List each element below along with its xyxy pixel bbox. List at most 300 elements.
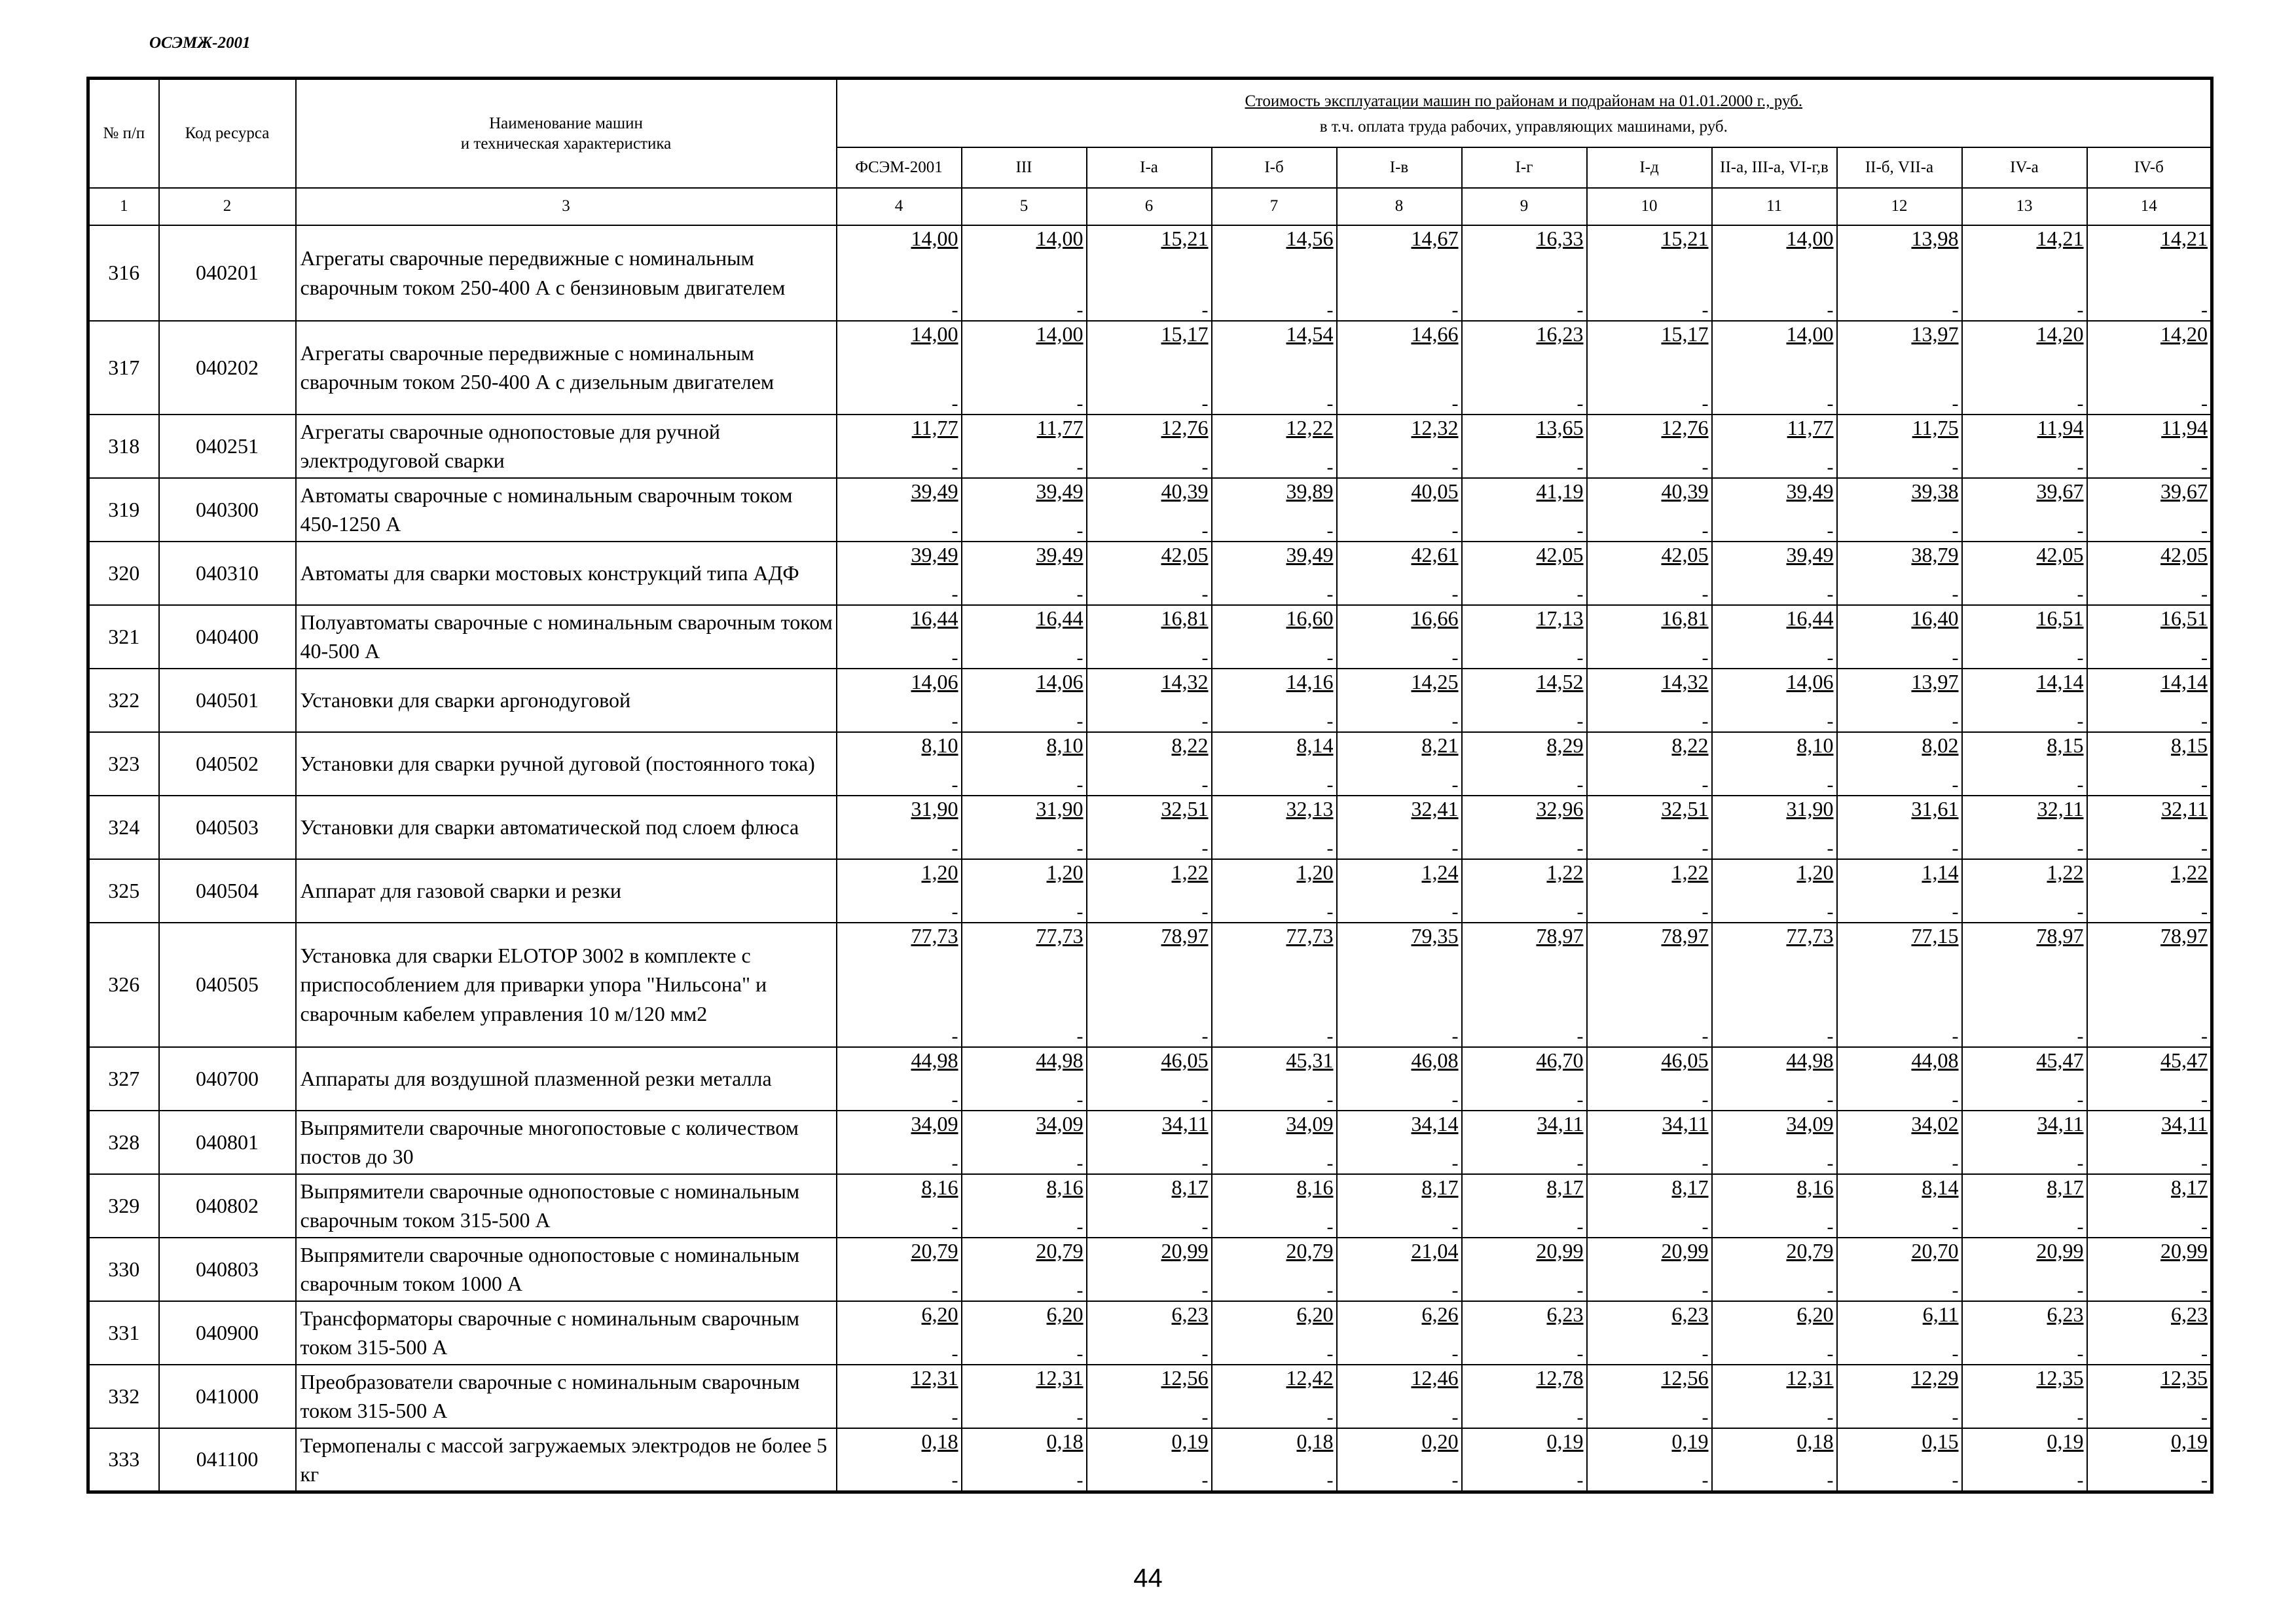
- labor-cost-value: -: [1702, 646, 1709, 669]
- labor-cost-value: -: [1952, 1342, 1959, 1365]
- machine-name: Термопеналы с массой загружаемых электродов не более 5 кг: [296, 1428, 837, 1492]
- labor-cost-value: -: [1576, 1342, 1584, 1365]
- cost-value: 12,32: [1411, 415, 1459, 439]
- cost-value: 42,05: [2160, 542, 2208, 566]
- labor-cost-value: -: [1827, 1469, 1834, 1491]
- cost-cell: [837, 605, 962, 669]
- labor-cost-value: -: [1702, 299, 1709, 321]
- labor-cost-value: -: [2077, 1152, 2084, 1174]
- header-region: III: [962, 147, 1087, 188]
- labor-cost-value: -: [2077, 646, 2084, 669]
- labor-cost-value: -: [2077, 773, 2084, 796]
- machine-name: Установки для сварки аргонодуговой: [296, 669, 837, 732]
- cost-cell: [962, 1047, 1087, 1111]
- labor-cost-value: -: [951, 1279, 958, 1301]
- cost-cell: [1462, 1174, 1587, 1238]
- cost-cell: [837, 859, 962, 923]
- cost-value: 20,70: [1911, 1238, 1959, 1263]
- cost-value: 8,14: [1296, 733, 1334, 757]
- cost-cell: [1712, 1238, 1837, 1301]
- cost-cell: [1212, 669, 1337, 732]
- cost-cell: [1087, 669, 1212, 732]
- labor-cost-value: -: [2201, 773, 2208, 796]
- cost-value: 16,44: [1036, 606, 1084, 630]
- row-number: 326: [88, 923, 159, 1047]
- labor-cost-value: -: [1952, 456, 1959, 478]
- cost-value: 32,41: [1411, 796, 1459, 821]
- cost-cell: [1962, 478, 2087, 542]
- labor-cost-value: -: [2077, 837, 2084, 859]
- column-number: 8: [1337, 188, 1462, 225]
- cost-cell: [1962, 1238, 2087, 1301]
- labor-cost-value: -: [1827, 1406, 1834, 1428]
- cost-cell: [837, 796, 962, 859]
- cost-value: 1,14: [1922, 860, 1959, 884]
- labor-cost-value: -: [1702, 1215, 1709, 1238]
- cost-cell: [1462, 732, 1587, 796]
- cost-cell: [1712, 669, 1837, 732]
- cost-cell: [962, 225, 1087, 321]
- labor-cost-value: -: [1201, 456, 1209, 478]
- cost-cell: [1337, 796, 1462, 859]
- cost-value: 6,23: [1171, 1302, 1209, 1326]
- cost-value: 39,38: [1911, 479, 1959, 503]
- cost-value: 13,97: [1911, 322, 1959, 346]
- resource-code: 040505: [159, 923, 296, 1047]
- cost-cell: [1087, 1174, 1212, 1238]
- table-row: [88, 796, 2212, 859]
- labor-cost-value: -: [2201, 583, 2208, 605]
- cost-value: 77,73: [911, 923, 958, 948]
- cost-cell: [1962, 1047, 2087, 1111]
- cost-cell: [1712, 321, 1837, 415]
- machine-name: Преобразователи сварочные с номинальным сварочным током 315-500 А: [296, 1365, 837, 1428]
- machine-name: Полуавтоматы сварочные с номинальным сварочным током 40-500 А: [296, 605, 837, 669]
- table-row: [88, 923, 2212, 1047]
- labor-cost-value: -: [1326, 583, 1334, 605]
- cost-cell: [1212, 321, 1337, 415]
- labor-cost-value: -: [1201, 646, 1209, 669]
- resource-code: 040502: [159, 732, 296, 796]
- cost-cell: [2087, 669, 2212, 732]
- labor-cost-value: -: [1201, 1342, 1209, 1365]
- cost-cell: [1587, 415, 1712, 478]
- cost-value: 11,77: [1787, 415, 1834, 439]
- cost-value: 1,22: [1546, 860, 1584, 884]
- cost-value: 12,31: [1786, 1365, 1834, 1390]
- column-number: 5: [962, 188, 1087, 225]
- labor-cost-value: -: [1076, 837, 1084, 859]
- cost-value: 34,11: [2037, 1111, 2084, 1135]
- cost-cell: [1212, 225, 1337, 321]
- cost-value: 14,20: [2036, 322, 2084, 346]
- labor-cost-value: -: [951, 1215, 958, 1238]
- labor-cost-value: -: [1576, 583, 1584, 605]
- resource-code: 040801: [159, 1111, 296, 1174]
- labor-cost-value: -: [1702, 1406, 1709, 1428]
- machine-name: Установка для сварки ELOTOP 3002 в комплекте с приспособлением для приварки упора "Нильсона" и сварочным кабелем управления 10 м/120 мм2: [296, 923, 837, 1047]
- cost-value: 8,15: [2171, 733, 2208, 757]
- cost-cell: [1587, 1047, 1712, 1111]
- labor-cost-value: -: [1326, 1215, 1334, 1238]
- cost-cell: [1837, 732, 1962, 796]
- cost-value: 32,13: [1286, 796, 1334, 821]
- resource-code: 040202: [159, 321, 296, 415]
- resource-code: 040501: [159, 669, 296, 732]
- labor-cost-value: -: [1201, 773, 1209, 796]
- labor-cost-value: -: [1702, 710, 1709, 732]
- labor-cost-value: -: [1952, 1152, 1959, 1174]
- cost-value: 77,73: [1786, 923, 1834, 948]
- labor-cost-value: -: [951, 392, 958, 415]
- labor-cost-value: -: [1827, 519, 1834, 542]
- table-row: [88, 1365, 2212, 1428]
- labor-cost-value: -: [1076, 773, 1084, 796]
- cost-value: 39,49: [1036, 479, 1084, 503]
- cost-value: 11,94: [2161, 415, 2208, 439]
- cost-value: 16,66: [1411, 606, 1459, 630]
- cost-value: 8,10: [1046, 733, 1084, 757]
- cost-value: 44,98: [1786, 1048, 1834, 1072]
- cost-cell: [837, 1047, 962, 1111]
- cost-cell: [1087, 605, 1212, 669]
- cost-cell: [837, 1174, 962, 1238]
- cost-value: 14,00: [1036, 226, 1084, 250]
- column-number: 6: [1087, 188, 1212, 225]
- cost-cell: [1962, 542, 2087, 605]
- cost-value: 32,51: [1661, 796, 1709, 821]
- labor-cost-value: -: [1326, 392, 1334, 415]
- machine-name: Автоматы для сварки мостовых конструкций типа АДФ: [296, 542, 837, 605]
- cost-cell: [1837, 1301, 1962, 1365]
- row-number: 316: [88, 225, 159, 321]
- cost-value: 42,05: [1661, 542, 1709, 566]
- machine-name: Выпрямители сварочные однопостовые с номинальным сварочным током 315-500 А: [296, 1174, 837, 1238]
- cost-cell: [1462, 1365, 1587, 1428]
- labor-cost-value: -: [1827, 1342, 1834, 1365]
- column-number: 2: [159, 188, 296, 225]
- column-number: 11: [1712, 188, 1837, 225]
- header-cost: [837, 79, 2212, 147]
- cost-value: 12,56: [1661, 1365, 1709, 1390]
- labor-cost-value: -: [1451, 900, 1459, 923]
- header-region: IV-б: [2087, 147, 2212, 188]
- cost-cell: [1837, 478, 1962, 542]
- labor-cost-value: -: [2201, 646, 2208, 669]
- cost-cell: [1962, 669, 2087, 732]
- labor-cost-value: -: [2201, 299, 2208, 321]
- cost-value: 14,06: [1036, 669, 1084, 693]
- resource-code: 041100: [159, 1428, 296, 1492]
- labor-cost-value: -: [1451, 583, 1459, 605]
- column-number: 4: [837, 188, 962, 225]
- labor-cost-value: -: [1076, 583, 1084, 605]
- cost-cell: [1712, 732, 1837, 796]
- cost-value: 39,49: [1786, 542, 1834, 566]
- cost-cell: [1712, 1174, 1837, 1238]
- column-number: 1: [88, 188, 159, 225]
- machine-name: Агрегаты сварочные передвижные с номинальным сварочным током 250-400 А с дизельным двигателем: [296, 321, 837, 415]
- cost-value: 20,99: [1161, 1238, 1209, 1263]
- cost-cell: [1712, 1301, 1837, 1365]
- cost-value: 11,77: [1036, 415, 1084, 439]
- labor-cost-value: -: [1076, 456, 1084, 478]
- cost-cell: [1837, 923, 1962, 1047]
- header-region: IV-а: [1962, 147, 2087, 188]
- cost-cell: [837, 478, 962, 542]
- header-num: № п/п: [88, 79, 159, 188]
- row-number: 325: [88, 859, 159, 923]
- labor-cost-value: -: [1952, 710, 1959, 732]
- column-number: 7: [1212, 188, 1337, 225]
- labor-cost-value: -: [2201, 1025, 2208, 1047]
- cost-cell: [1587, 478, 1712, 542]
- cost-value: 0,18: [1046, 1429, 1084, 1453]
- labor-cost-value: -: [1451, 519, 1459, 542]
- labor-cost-value: -: [1451, 1025, 1459, 1047]
- labor-cost-value: -: [1326, 1406, 1334, 1428]
- cost-value: 42,05: [2036, 542, 2084, 566]
- machine-name: Аппарат для газовой сварки и резки: [296, 859, 837, 923]
- cost-value: 6,20: [1796, 1302, 1834, 1326]
- table-row: [88, 321, 2212, 415]
- cost-value: 12,46: [1411, 1365, 1459, 1390]
- cost-value: 14,00: [911, 226, 958, 250]
- cost-value: 39,49: [1286, 542, 1334, 566]
- labor-cost-value: -: [2077, 583, 2084, 605]
- cost-cell: [1587, 225, 1712, 321]
- cost-cell: [1837, 1365, 1962, 1428]
- labor-cost-value: -: [1576, 392, 1584, 415]
- cost-cell: [1337, 478, 1462, 542]
- labor-cost-value: -: [1576, 646, 1584, 669]
- labor-cost-value: -: [1076, 1279, 1084, 1301]
- labor-cost-value: -: [1952, 1025, 1959, 1047]
- cost-value: 34,11: [1161, 1111, 1209, 1135]
- cost-cell: [1837, 225, 1962, 321]
- cost-cell: [1712, 1111, 1837, 1174]
- cost-value: 1,24: [1421, 860, 1459, 884]
- cost-value: 15,17: [1661, 322, 1709, 346]
- cost-cell: [1962, 605, 2087, 669]
- labor-cost-value: -: [1952, 583, 1959, 605]
- cost-cell: [1837, 321, 1962, 415]
- labor-cost-value: -: [1076, 392, 1084, 415]
- labor-cost-value: -: [2077, 900, 2084, 923]
- labor-cost-value: -: [1702, 1342, 1709, 1365]
- cost-cell: [2087, 1174, 2212, 1238]
- cost-cell: [1212, 796, 1337, 859]
- cost-cell: [962, 1428, 1087, 1492]
- cost-cell: [1337, 1111, 1462, 1174]
- cost-value: 32,51: [1161, 796, 1209, 821]
- machine-name: Трансформаторы сварочные с номинальным сварочным током 315-500 А: [296, 1301, 837, 1365]
- cost-cell: [1712, 1047, 1837, 1111]
- cost-cell: [962, 542, 1087, 605]
- labor-cost-value: -: [1952, 1088, 1959, 1111]
- cost-cell: [962, 1174, 1087, 1238]
- labor-cost-value: -: [951, 299, 958, 321]
- labor-cost-value: -: [951, 1025, 958, 1047]
- cost-cell: [2087, 225, 2212, 321]
- labor-cost-value: -: [1076, 1469, 1084, 1491]
- cost-cell: [1962, 1111, 2087, 1174]
- labor-cost-value: -: [1076, 519, 1084, 542]
- cost-cell: [1712, 225, 1837, 321]
- cost-value: 6,20: [1046, 1302, 1084, 1326]
- cost-cell: [962, 796, 1087, 859]
- cost-cell: [1837, 1047, 1962, 1111]
- header-region: I-б: [1212, 147, 1337, 188]
- cost-value: 0,19: [2171, 1429, 2208, 1453]
- resource-code: 040802: [159, 1174, 296, 1238]
- labor-cost-value: -: [2201, 1406, 2208, 1428]
- cost-cell: [1337, 605, 1462, 669]
- header-region: I-в: [1337, 147, 1462, 188]
- cost-cell: [2087, 732, 2212, 796]
- cost-value: 41,19: [1536, 479, 1584, 503]
- cost-value: 16,81: [1161, 606, 1209, 630]
- cost-cell: [2087, 859, 2212, 923]
- cost-value: 78,97: [1536, 923, 1584, 948]
- labor-cost-value: -: [1451, 710, 1459, 732]
- cost-value: 14,32: [1161, 669, 1209, 693]
- cost-value: 40,05: [1411, 479, 1459, 503]
- cost-value: 78,97: [2160, 923, 2208, 948]
- cost-value: 20,79: [911, 1238, 958, 1263]
- cost-cell: [1587, 923, 1712, 1047]
- cost-cell: [2087, 542, 2212, 605]
- cost-value: 20,99: [1536, 1238, 1584, 1263]
- cost-cell: [2087, 1365, 2212, 1428]
- labor-cost-value: -: [1451, 1279, 1459, 1301]
- header-region: I-а: [1087, 147, 1212, 188]
- cost-value: 11,77: [911, 415, 958, 439]
- cost-value: 12,22: [1286, 415, 1334, 439]
- labor-cost-value: -: [1201, 710, 1209, 732]
- cost-cell: [1337, 923, 1462, 1047]
- row-number: 321: [88, 605, 159, 669]
- cost-cell: [1712, 796, 1837, 859]
- labor-cost-value: -: [951, 456, 958, 478]
- cost-value: 44,98: [1036, 1048, 1084, 1072]
- labor-cost-value: -: [1451, 456, 1459, 478]
- cost-cell: [1712, 859, 1837, 923]
- labor-cost-value: -: [1326, 456, 1334, 478]
- cost-cell: [1587, 669, 1712, 732]
- cost-cell: [1837, 1238, 1962, 1301]
- labor-cost-value: -: [1451, 1406, 1459, 1428]
- cost-value: 16,51: [2160, 606, 2208, 630]
- cost-value: 0,19: [1171, 1429, 1209, 1453]
- column-number: 14: [2087, 188, 2212, 225]
- labor-cost-value: -: [1201, 299, 1209, 321]
- cost-cell: [1337, 1301, 1462, 1365]
- labor-cost-value: -: [1076, 1088, 1084, 1111]
- labor-cost-value: -: [2201, 519, 2208, 542]
- cost-cell: [1087, 542, 1212, 605]
- labor-cost-value: -: [951, 1469, 958, 1491]
- labor-cost-value: -: [1702, 392, 1709, 415]
- labor-cost-value: -: [2201, 392, 2208, 415]
- cost-value: 13,65: [1536, 415, 1584, 439]
- cost-cell: [1212, 1301, 1337, 1365]
- cost-cell: [962, 415, 1087, 478]
- labor-cost-value: -: [1576, 1406, 1584, 1428]
- labor-cost-value: -: [1576, 1279, 1584, 1301]
- cost-value: 31,90: [1786, 796, 1834, 821]
- cost-value: 44,98: [911, 1048, 958, 1072]
- cost-cell: [1462, 415, 1587, 478]
- labor-cost-value: -: [951, 900, 958, 923]
- labor-cost-value: -: [2077, 1088, 2084, 1111]
- table-row: [88, 1428, 2212, 1492]
- resource-code: 040310: [159, 542, 296, 605]
- cost-cell: [1962, 415, 2087, 478]
- column-number: 12: [1837, 188, 1962, 225]
- cost-value: 12,78: [1536, 1365, 1584, 1390]
- labor-cost-value: -: [2077, 299, 2084, 321]
- cost-value: 6,26: [1421, 1302, 1459, 1326]
- cost-cell: [2087, 321, 2212, 415]
- cost-table: [86, 77, 2214, 1494]
- labor-cost-value: -: [1827, 837, 1834, 859]
- cost-value: 8,10: [1796, 733, 1834, 757]
- cost-value: 39,49: [911, 542, 958, 566]
- machine-name: Выпрямители сварочные многопостовые с количеством постов до 30: [296, 1111, 837, 1174]
- cost-value: 8,17: [1171, 1175, 1209, 1199]
- labor-cost-value: -: [1076, 1215, 1084, 1238]
- labor-cost-value: -: [1576, 1215, 1584, 1238]
- cost-value: 16,44: [1786, 606, 1834, 630]
- cost-cell: [1212, 1174, 1337, 1238]
- cost-value: 1,22: [2171, 860, 2208, 884]
- cost-value: 21,04: [1411, 1238, 1459, 1263]
- labor-cost-value: -: [2201, 900, 2208, 923]
- labor-cost-value: -: [1201, 1215, 1209, 1238]
- resource-code: 040201: [159, 225, 296, 321]
- header-name: [296, 79, 837, 188]
- cost-value: 8,16: [1046, 1175, 1084, 1199]
- cost-cell: [2087, 1428, 2212, 1492]
- labor-cost-value: -: [1827, 456, 1834, 478]
- labor-cost-value: -: [1326, 1342, 1334, 1365]
- cost-cell: [1712, 415, 1837, 478]
- cost-value: 45,47: [2160, 1048, 2208, 1072]
- cost-value: 14,06: [911, 669, 958, 693]
- cost-cell: [1087, 923, 1212, 1047]
- row-number: 317: [88, 321, 159, 415]
- labor-cost-value: -: [1076, 1025, 1084, 1047]
- cost-cell: [1337, 1174, 1462, 1238]
- cost-value: 31,90: [911, 796, 958, 821]
- cost-cell: [1462, 1301, 1587, 1365]
- cost-value: 14,52: [1536, 669, 1584, 693]
- cost-cell: [1087, 1047, 1212, 1111]
- cost-cell: [962, 1238, 1087, 1301]
- cost-value: 78,97: [1661, 923, 1709, 948]
- cost-value: 34,14: [1411, 1111, 1459, 1135]
- cost-cell: [1212, 605, 1337, 669]
- cost-value: 6,23: [2171, 1302, 2208, 1326]
- cost-value: 34,11: [2161, 1111, 2208, 1135]
- cost-value: 16,33: [1536, 226, 1584, 250]
- cost-cell: [1587, 542, 1712, 605]
- labor-cost-value: -: [2077, 1025, 2084, 1047]
- column-number: 3: [296, 188, 837, 225]
- cost-value: 6,23: [1671, 1302, 1709, 1326]
- cost-cell: [1212, 1365, 1337, 1428]
